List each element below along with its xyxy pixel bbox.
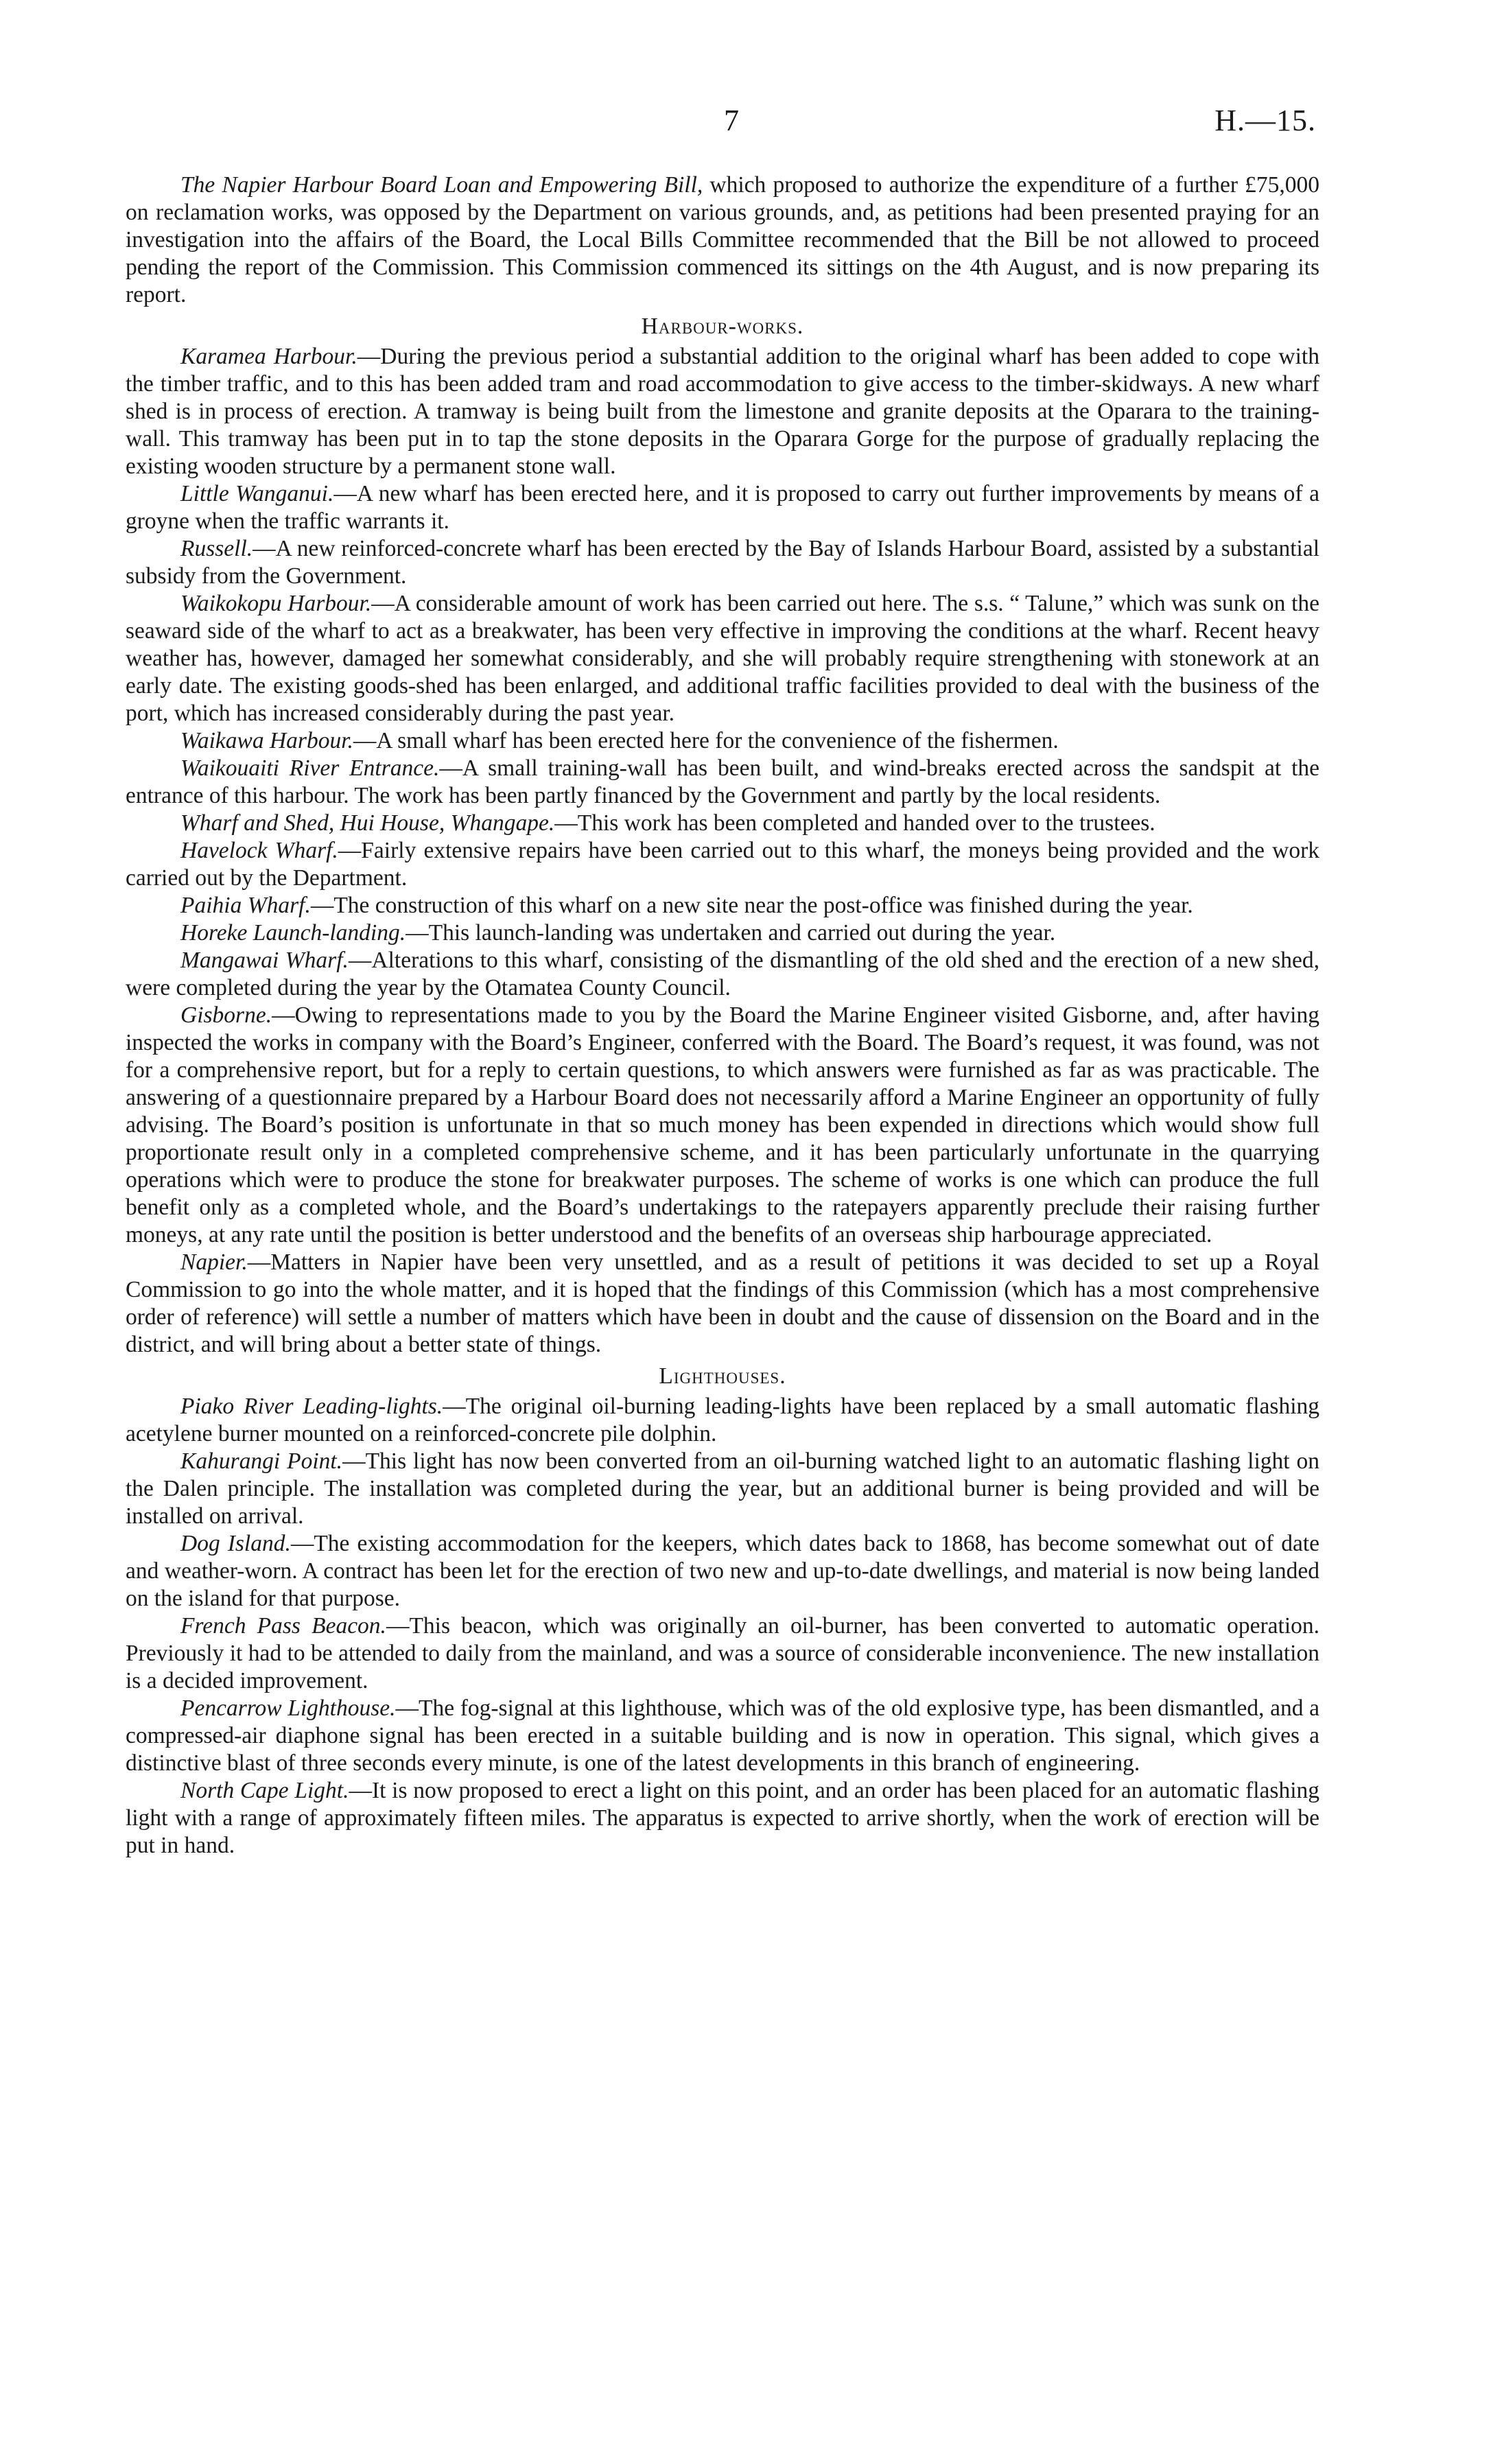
paragraph-title: Pencarrow Lighthouse. xyxy=(180,1696,396,1721)
paragraph-waikouaiti xyxy=(126,755,1319,810)
paragraph-text: which proposed to authorize the expenditure of a further £75,000 on reclamation works, was opposed by the Department on various grounds, and, as petitions had been presented praying for an investigation into the affairs of the Board, the Local Bills Committee recommended that the Bill be not allowed to proceed pending the report of the Commission. This Commission commenced its sittings on the 4th August, and is now preparing its report. xyxy=(126,172,1320,307)
paragraph-title: Gisborne. xyxy=(180,1002,272,1028)
paragraph-whangape xyxy=(126,810,1319,837)
paragraph-text: —This launch-landing was undertaken and carried out during the year. xyxy=(406,920,1056,946)
paragraph-paihia xyxy=(126,892,1319,919)
paragraph-piako xyxy=(126,1393,1319,1448)
paragraph-text: —During the previous period a substantial addition to the original wharf has been added to cope with the timber traffic, and to this has been added tram and road accommodation to give access to the timber-skidways. A new wharf shed is in process of erection. A tramway is being built from the limestone and granite deposits at the Oparara to the training-wall. This tramway has been put in to tap the stone deposits in the Oparara Gorge for the purpose of gradually replacing the existing wooden structure by a permanent stone wall. xyxy=(126,344,1319,479)
paragraph-title: Karamea Harbour. xyxy=(180,344,357,369)
paragraph-text: —This beacon, which was originally an oil-burner, has been converted to automatic operation. Previously it had to be attended to daily from the mainland, and was a source of considerable inconvenience. The new installation is a decided improvement. xyxy=(126,1613,1319,1693)
paragraph-havelock xyxy=(126,837,1319,892)
intro-paragraph xyxy=(126,172,1319,309)
paragraph-text: —This work has been completed and handed over to the trustees. xyxy=(554,810,1155,836)
paragraph-title: Piako River Leading-lights. xyxy=(180,1394,443,1419)
paragraph-horeke xyxy=(126,919,1319,947)
paragraph-title: Waikokopu Harbour. xyxy=(180,591,372,616)
paragraph-text: —A small wharf has been erected here for the convenience of the fishermen. xyxy=(353,728,1059,753)
paragraph-title: Russell. xyxy=(180,536,253,561)
paragraph-text: —Alterations to this wharf, consisting of the dismantling of the old shed and the erection of a new shed, were completed during the year by the Otamatea County Council. xyxy=(126,948,1319,1000)
paragraph-title: North Cape Light. xyxy=(180,1778,349,1803)
paragraph-title: Havelock Wharf. xyxy=(180,838,338,863)
paragraph-text: —The construction of this wharf on a new site near the post-office was finished during the year. xyxy=(310,893,1193,918)
paragraph-french-pass xyxy=(126,1612,1319,1695)
paragraph-title: Wharf and Shed, Hui House, Whangape. xyxy=(180,810,555,836)
paragraph-text: —The fog-signal at this lighthouse, which was of the old explosive type, has been dismantled, and a compressed-air diaphone signal has been erected in a suitable building and is now in operation. This signal, which gives a distinctive blast of three seconds every minute, is one of the latest developments in this branch of engineering. xyxy=(126,1696,1319,1776)
paragraph-text: —The existing accommodation for the keepers, which dates back to 1868, has become somewhat out of date and weather-worn. A contract has been let for the erection of two new and up-to-date dwellings, and material is now being landed on the island for that purpose. xyxy=(126,1531,1319,1611)
paragraph-title: Waikouaiti River Entrance. xyxy=(180,755,440,781)
paragraph-title: Dog Island. xyxy=(180,1531,291,1556)
paragraph-mangawai xyxy=(126,947,1319,1002)
document-code: H.—15. xyxy=(1214,104,1316,137)
paragraph-text: —Matters in Napier have been very unsettled, and as a result of petitions it was decided to set up a Royal Commission to go into the whole matter, and it is hoped that the findings of this Commission (which has a most comprehensive order of reference) will settle a number of matters which have been in doubt and the cause of dissension on the Board and in the district, and will bring about a better state of things. xyxy=(126,1249,1319,1357)
page-header xyxy=(0,103,1491,151)
paragraph-title: Little Wanganui. xyxy=(180,481,334,506)
section-heading-lighthouses: Lighthouses. xyxy=(659,1363,786,1389)
paragraph-text: —A new wharf has been erected here, and it is proposed to carry out further improvements by means of a groyne when the traffic warrants it. xyxy=(126,481,1320,534)
paragraph-title: Kahurangi Point. xyxy=(180,1448,343,1474)
paragraph-text: —The original oil-burning leading-lights have been replaced by a small automatic flashing acetylene burner mounted on a reinforced-concrete pile dolphin. xyxy=(126,1394,1320,1446)
paragraph-text: —Fairly extensive repairs have been carried out to this wharf, the moneys being provided and the work carried out by the Department. xyxy=(126,838,1319,891)
paragraph-kahurangi xyxy=(126,1448,1319,1530)
paragraph-north-cape xyxy=(126,1777,1319,1859)
paragraph-title: Paihia Wharf. xyxy=(180,893,311,918)
paragraph-dog-island xyxy=(126,1530,1319,1612)
paragraph-text: —It is now proposed to erect a light on this point, and an order has been placed for an automatic flashing light with a range of approximately fifteen miles. The apparatus is expected to arrive shortly, when the work of erection will be put in hand. xyxy=(126,1778,1319,1858)
paragraph-gisborne xyxy=(126,1002,1319,1249)
paragraph-title: Mangawai Wharf. xyxy=(180,948,349,973)
paragraph-title: Waikawa Harbour. xyxy=(180,728,353,753)
paragraph-pencarrow xyxy=(126,1695,1319,1777)
page-number: 7 xyxy=(724,104,739,137)
paragraph-karamea xyxy=(126,343,1319,480)
paragraph-waikawa xyxy=(126,727,1319,755)
paragraph-title: Horeke Launch-landing. xyxy=(180,920,406,946)
paragraph-title: French Pass Beacon. xyxy=(180,1613,386,1639)
body-text xyxy=(126,172,1319,1859)
paragraph-russell xyxy=(126,535,1319,590)
paragraph-text: —This light has now been converted from an oil-burning watched light to an automatic flashing light on the Dalen principle. The installation was completed during the year, but an additional burner is being provided and will be installed on arrival. xyxy=(126,1448,1319,1529)
paragraph-text: —A small training-wall has been built, and wind-breaks erected across the sandspit at the entrance of this harbour. The work has been partly financed by the Government and partly by the local residents. xyxy=(126,755,1319,808)
section-heading-harbour-works: Harbour-works. xyxy=(641,314,804,339)
paragraph-title: The Napier Harbour Board Loan and Empowering Bill, xyxy=(180,172,703,198)
paragraph-little-wanganui xyxy=(126,480,1319,535)
paragraph-title: Napier. xyxy=(180,1249,248,1275)
paragraph-text: —A considerable amount of work has been carried out here. The s.s. “ Talune,” which was sunk on the seaward side of the wharf to act as a breakwater, has been very effective in improving the conditions at the wharf. Recent heavy weather has, however, damaged her somewhat considerably, and she will probably require strengthening with stonework at an early date. The existing goods-shed has been enlarged, and additional traffic facilities provided to deal with the business of the port, which has increased considerably during the past year. xyxy=(126,591,1319,726)
paragraph-waikokopu xyxy=(126,590,1319,727)
paragraph-text: —A new reinforced-concrete wharf has been erected by the Bay of Islands Harbour Board, assisted by a substantial subsidy from the Government. xyxy=(126,536,1319,589)
paragraph-napier xyxy=(126,1249,1319,1359)
paragraph-text: —Owing to representations made to you by the Board the Marine Engineer visited Gisborne, and, after having inspected the works in company with the Board’s Engineer, conferred with the Board. The Board’s request, it was found, was not for a comprehensive report, but for a reply to certain questions, to which answers were furnished as far as was practicable. The answering of a questionnaire prepared by a Harbour Board does not necessarily afford a Marine Engineer an opportunity of fully advising. The Board’s position is unfortunate in that so much money has been expended in directions which would show full proportionate result only in a completed comprehensive scheme, and it has been particularly unfortunate in the quarrying operations which were to produce the stone for breakwater purposes. The scheme of works is one which can produce the full benefit only as a completed whole, and the Board’s undertakings to the ratepayers apparently preclude their raising further moneys, at any rate until the position is better understood and the benefits of an overseas ship harbourage appreciated. xyxy=(126,1002,1319,1247)
